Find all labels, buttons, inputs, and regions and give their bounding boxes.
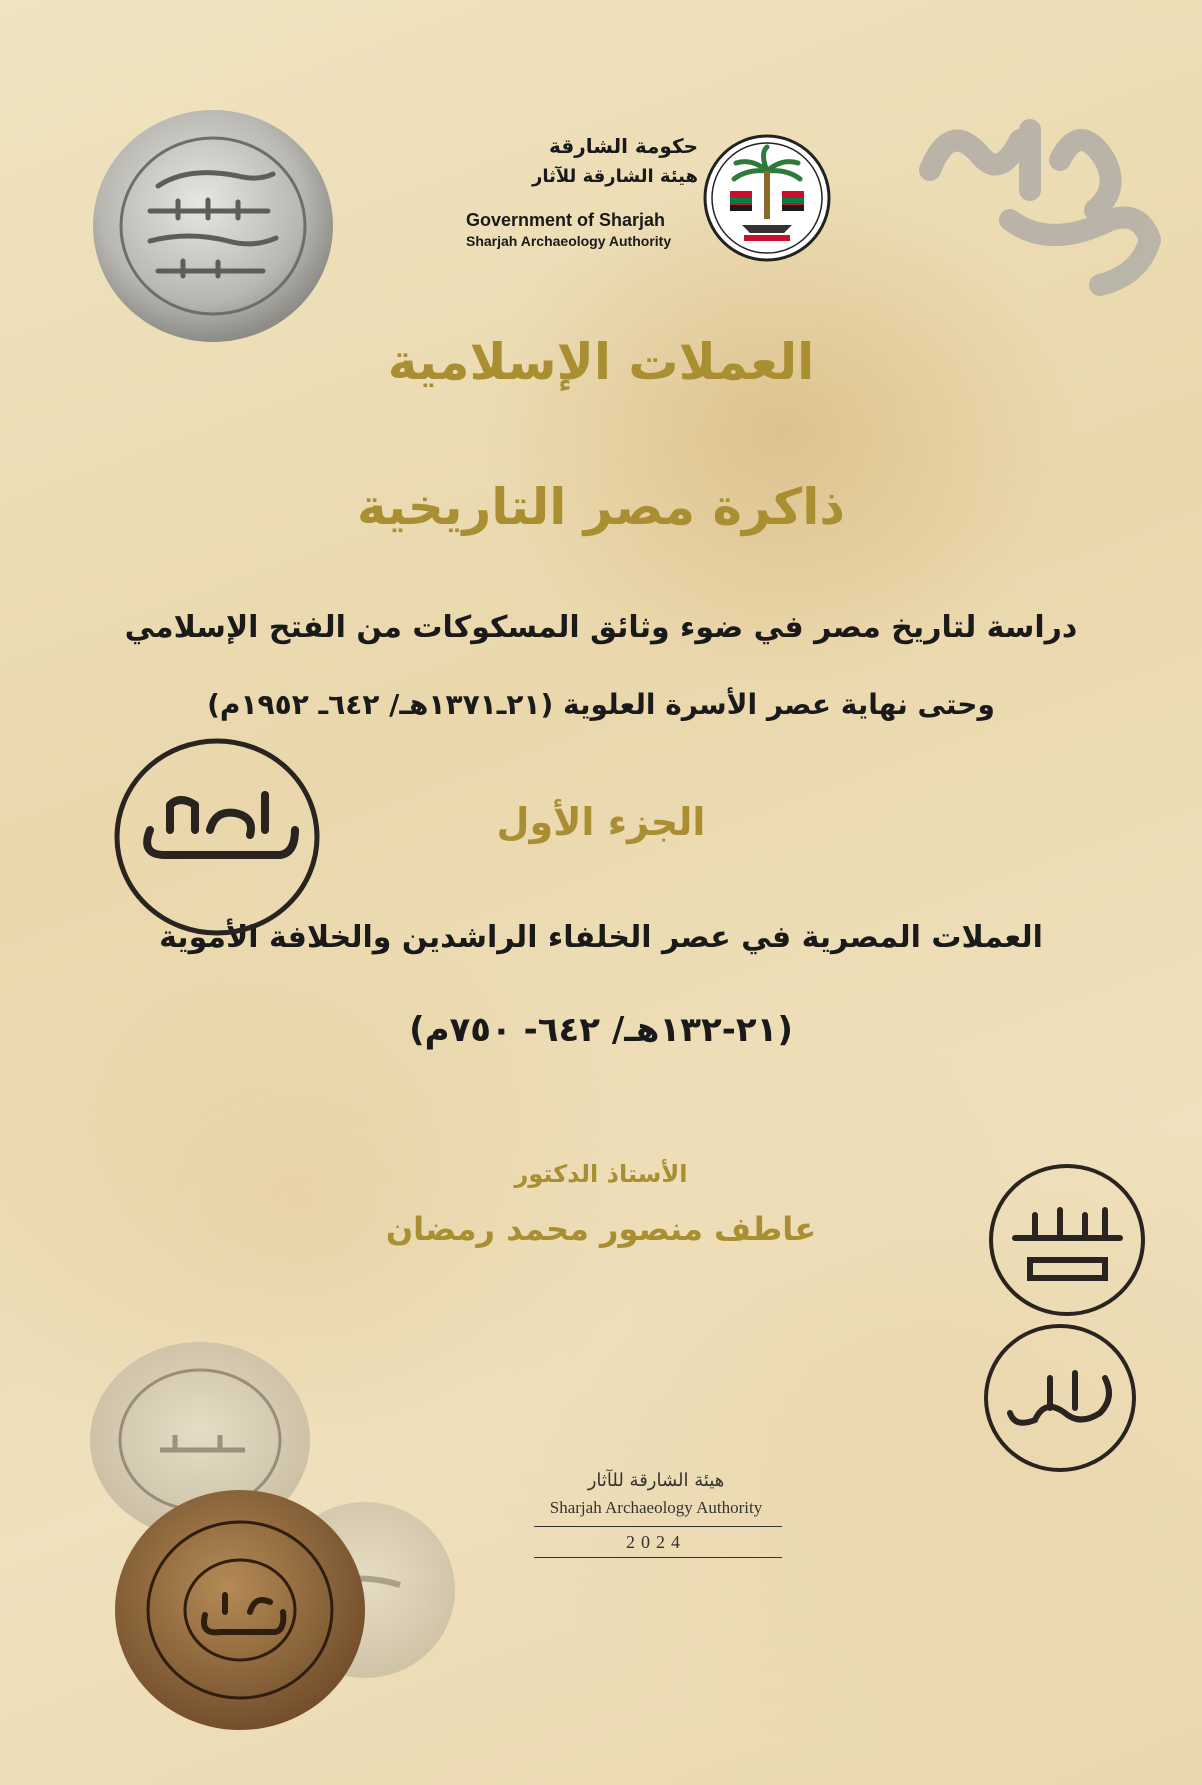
gov-en-line1: Government of Sharjah (466, 210, 666, 230)
publisher-name-ar: هيئة الشارقة للآثار (587, 1470, 725, 1491)
sharjah-emblem-icon (702, 133, 832, 263)
author-title: الأستاذ الدكتور (514, 1160, 688, 1188)
publisher-divider-top (534, 1526, 782, 1527)
publisher-divider-bottom (534, 1557, 782, 1558)
cover-part: الجزء الأول (496, 800, 706, 844)
stamp-fustat-icon (985, 1160, 1150, 1320)
cover-title-line2: ذاكرة مصر التاريخية (356, 478, 846, 536)
gov-ar-line2: هيئة الشارقة للآثار (532, 166, 698, 187)
cover-title-line1: العملات الإسلامية (387, 333, 815, 391)
stamp-misr-icon (110, 735, 325, 940)
stamp-alwah-icon (980, 1318, 1140, 1478)
cover-era: العملات المصرية في عصر الخلفاء الراشدين والخلافة الأموية (159, 920, 1043, 955)
stamp-top-right-icon (910, 100, 1170, 310)
cover-subtitle-line1: دراسة لتاريخ مصر في ضوء وثائق المسكوكات من الفتح الإسلامي (124, 610, 1078, 645)
coins-bottom-left-icon (80, 1340, 460, 1760)
silver-coin-top-left-icon (88, 106, 338, 346)
publisher-name-en: Sharjah Archaeology Authority (549, 1498, 763, 1517)
cover-subtitle-line2: وحتى نهاية عصر الأسرة العلوية (٢١ـ١٣٧١هـ/ ٦٤٢ـ ١٩٥٢م) (207, 688, 995, 721)
gov-en-line2: Sharjah Archaeology Authority (466, 233, 672, 249)
gov-ar-line1: حكومة الشارقة (548, 134, 698, 158)
author-name: عاطف منصور محمد رمضان (385, 1210, 817, 1248)
cover-dates: (٢١-١٣٢هـ/ ٦٤٢- ٧٥٠م) (409, 1010, 793, 1050)
publication-year: 2024 (626, 1532, 686, 1552)
